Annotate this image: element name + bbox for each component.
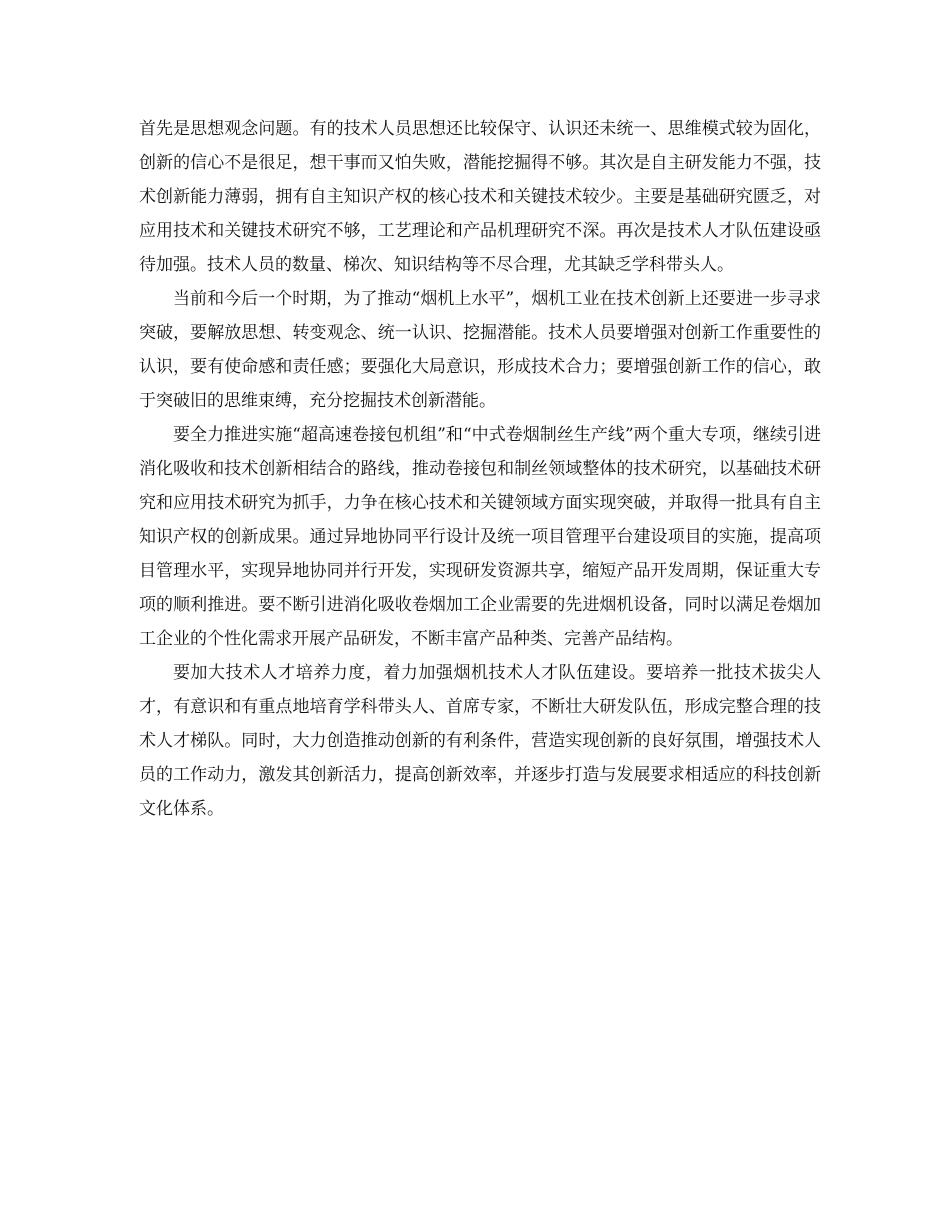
document-body: [139, 112, 821, 826]
paragraph-3: 要全力推进实施“超高速卷接包机组”和“中式卷烟制丝生产线”两个重大专项，继续引进消化吸收和技术创新相结合的路线，推动卷接包和制丝领域整体的技术研究，以基础技术研究和应用技术研究为抓手，力争在核心技术和关键领域方面实现突破，并取得一批具有自主知识产权的创新成果。通过异地协同平行设计及统一项目管理平台建设项目的实施，提高项目管理水平，实现异地协同并行开发，实现研发资源共享，缩短产品开发周期，保证重大专项的顺利推进。要不断引进消化吸收卷烟加工企业需要的先进烟机设备，同时以满足卷烟加工企业的个性化需求开展产品研发，不断丰富产品种类、完善产品结构。: [139, 425, 821, 649]
paragraph-2: 当前和今后一个时期，为了推动“烟机上水平”，烟机工业在技术创新上还要进一步寻求突破，要解放思想、转变观念、统一认识、挖掘潜能。技术人员要增强对创新工作重要性的认识，要有使命感和责任感；要强化大局意识，形成技术合力；要增强创新工作的信心，敢于突破旧的思维束缚，充分挖掘技术创新潜能。: [139, 289, 821, 411]
paragraph-1: 首先是思想观念问题。有的技术人员思想还比较保守、认识还未统一、思维模式较为固化，创新的信心不是很足，想干事而又怕失败，潜能挖掘得不够。其次是自主研发能力不强，技术创新能力薄弱，拥有自主知识产权的核心技术和关键技术较少。主要是基础研究匮乏，对应用技术和关键技术研究不够，工艺理论和产品机理研究不深。再次是技术人才队伍建设亟待加强。技术人员的数量、梯次、知识结构等不尽合理，尤其缺乏学科带头人。: [139, 119, 821, 275]
paragraph-4: 要加大技术人才培养力度，着力加强烟机技术人才队伍建设。要培养一批技术拔尖人才，有意识和有重点地培育学科带头人、首席专家，不断壮大研发队伍，形成完整合理的技术人才梯队。同时，大力创造推动创新的有利条件，营造实现创新的良好氛围，增强技术人员的工作动力，激发其创新活力，提高创新效率，并逐步打造与发展要求相适应的科技创新文化体系。: [139, 663, 821, 819]
